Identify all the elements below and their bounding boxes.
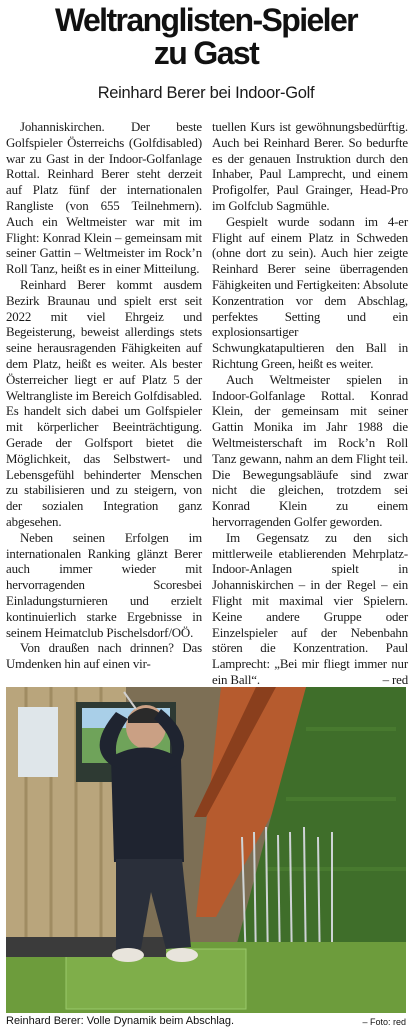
paragraph: Im Gegensatz zu den sich mittlerweile etablierenden Mehrplatz-Indoor-Anlagen spielt in Johanniskirchen – in der Regel – ein Flight mit maximal vier Spielern. Keine andere Gruppe oder Einzelspieler auf der Nebenbahn stören die Konzentration. Paul Lamprecht: „Bei mir fliegt immer nur ein Ball“. (212, 530, 408, 687)
headline-line-1: Weltranglisten-Spieler (54, 2, 358, 38)
paragraph: Von draußen nach drinnen? Das Umdenken hin auf einen vir- (6, 641, 202, 672)
author-signoff: – red (382, 672, 408, 687)
paragraph: Johanniskirchen. Der beste Golfspieler Österreichs (Golfdisabled) war zu Gast in der Indoor-Golfanlage Rottal. Reinhard Berer steht derzeit auf Platz fünf der internationalen Rangliste (von 655 Teilnehmern). Auch ein Weltmeister war mit im Flight: Konrad Klein – gemeinsam mit seiner Gattin – Weltmeister im Rock’n Roll Tanz, heißt es in einer Mitteilung. (6, 120, 202, 277)
paragraph: Auch Weltmeister spielen in Indoor-Golfanlage Rottal. Konrad Klein, der gemeinsam mit seiner Gattin Monika im Jahr 1988 die Weltmeisterschaft im Rock’n Roll Tanz gewann, nahm an dem Flight teil. Die Bewegungsabläufe sind zwar nicht die gleichen, trotzdem sei Konrad Klein zu einem hervorragenden Golfer geworden. (212, 372, 408, 529)
article-headline (0, 4, 412, 70)
paragraph: tuellen Kurs ist gewöhnungsbedürftig. Auch bei Reinhard Berer. So bedurfte es der genauen Instruktion durch den Inhaber, Paul Lamprecht, und einem Profigolfer, Paul Grainger, Head-Pro im Golfclub Sagmühle. (212, 120, 408, 213)
article-photo (6, 687, 406, 1013)
paragraph: Neben seinen Erfolgen im internationalen Ranking glänzt Berer auch immer wieder mit hervorragenden Scoresbei Einladungsturnieren und erzielt kontinuierlich starke Ergebnisse in seinem Heimatclub Pischelsdorf/OÖ. (6, 530, 202, 640)
headline-line-2: zu Gast (153, 35, 259, 71)
paragraph-with-signoff (212, 531, 408, 689)
photo-caption: Reinhard Berer: Volle Dynamik beim Abschlag. (6, 1015, 235, 1027)
photo-caption-row (6, 1015, 406, 1028)
paragraph: Gespielt wurde sodann im 4-er Flight auf einem Platz in Schweden (ohne dort zu sein). Auch hier zeigte Reinhard Berer seine überragenden Fähigkeiten und Fertigkeiten: Absolute Konzentration vor dem Abschlag, perfektes Setting und ein explosionsartiger Schwungkatapultieren den Ball in Richtung Green, heißt es weiter. (212, 214, 408, 371)
article-subheadline: Reinhard Berer bei Indoor-Golf (97, 84, 315, 102)
golfer-swing-illustration (6, 687, 406, 1013)
paragraph: Reinhard Berer kommt ausdem Bezirk Braunau und spielt erst seit 2022 mit viel Ehrgeiz und Begeisterung, beweist allerdings stets seine herausragenden Fähigkeiten auf dem Platz, heißt es weiter. Als bester Österreicher liegt er auf Platz 5 der Weltrangliste im Bereich Golfdisabled. Es handelt sich dabei um Golfspieler mit körperlicher Beeinträchtigung. Gerade der Golfsport bietet die Möglichkeit, das Selbstwert- und Lebensgefühl behinderter Menschen zu stabilisieren und zu steigern, von der sozialen Integration ganz abgesehen. (6, 277, 202, 529)
article-column-left (6, 120, 202, 673)
photo-credit: – Foto: red (362, 1017, 406, 1027)
article-column-right (212, 120, 408, 689)
